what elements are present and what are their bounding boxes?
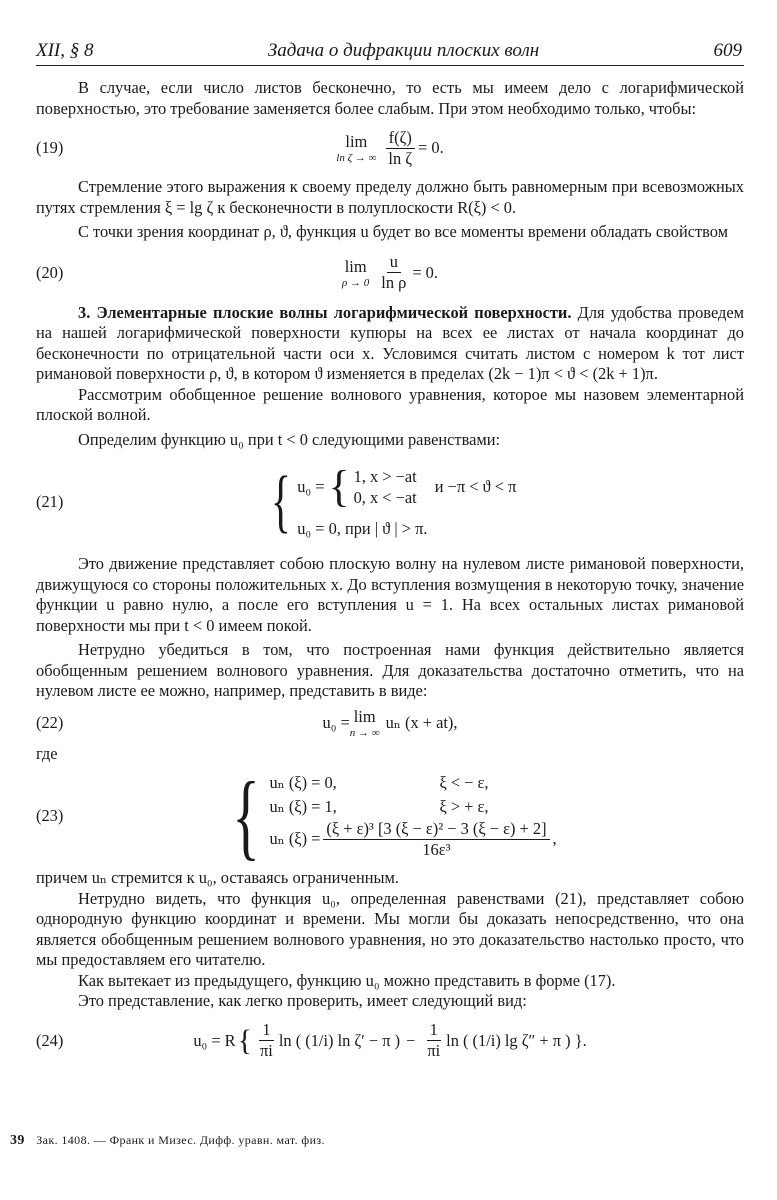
limit-19: lim ln ζ → ∞ <box>336 132 377 164</box>
page-number: 609 <box>713 40 742 61</box>
equation-24 <box>36 1012 744 1070</box>
fraction-19 <box>385 128 415 169</box>
row-3-lhs: uₙ (ξ) = <box>269 829 321 848</box>
paragraph-3: С точки зрения координат ρ, ϑ, функция u будет во все моменты времени обладать свойством <box>78 222 729 241</box>
system-21 <box>264 462 517 540</box>
eq-number-24: (24) <box>36 1030 64 1050</box>
limit-subscript: ρ → 0 <box>342 276 370 289</box>
minus: − <box>406 1030 416 1050</box>
numerator: 1 <box>427 1020 441 1041</box>
equation-21 <box>36 450 744 554</box>
lhs: u₀ = R <box>193 1030 236 1050</box>
equation-20 <box>36 243 744 303</box>
header-title: Задача о дифракции плоских волн <box>267 40 540 61</box>
system-23 <box>223 762 557 869</box>
denominator: 16ε³ <box>422 839 451 859</box>
section-3-title: 3. Элементарные плоские волны логарифмической поверхности. <box>78 302 572 322</box>
case-1: 1, x > −at <box>353 467 417 486</box>
denominator: πi <box>260 1041 273 1060</box>
rhs: = 0. <box>418 138 444 157</box>
lhs: u₀ = <box>297 477 325 496</box>
fraction-20 <box>378 252 409 293</box>
system-row-2 <box>269 797 556 817</box>
numerator: u <box>387 252 401 273</box>
row-3-tail: , <box>552 829 557 848</box>
inner-brace: { <box>328 462 350 511</box>
limit-subscript: n → ∞ <box>349 726 380 739</box>
paragraph-9: Нетрудно видеть, что функция u₀, определенная равенствами (21), представляет собою однородную функцию координат и времени. Мы могли бы доказать непосредственно, что она является обобщенным решением волнового уравнения, но это доказательство настолько просто, что мы предоставляем его читателю. <box>36 888 744 969</box>
condition: и −π < ϑ < π <box>434 477 517 496</box>
system-row-1 <box>297 462 517 511</box>
section-3-text: Для удобства проведем на нашей логарифмической поверхности купюры на всех ее листах от начала координат до бесконечности по отрицательной части оси x. Условимся считать листом с номером k тот лист римановой поверхности ρ, ϑ, в котором ϑ изменяется в пределах (2k − 1)π < ϑ < (2k + 1)π. <box>36 302 744 383</box>
lhs: u₀ = <box>322 712 350 732</box>
equation-19 <box>36 119 744 177</box>
paragraph-1: В случае, если число листов бесконечно, то есть мы имеем дело с логарифмической поверхностью, это требование заменяется более слабым. При этом необходимо только, чтобы: <box>36 78 744 118</box>
system-row-2: u₀ = 0, при | ϑ | > π. <box>297 519 428 538</box>
left-brace: { <box>270 463 291 540</box>
eq-number-20: (20) <box>36 262 64 282</box>
rhs: uₙ (x + at), <box>385 712 458 732</box>
equation-23 <box>36 764 744 868</box>
denominator: πi <box>427 1041 441 1060</box>
numerator: f(ζ) <box>386 128 415 149</box>
fraction-24-2 <box>424 1020 443 1061</box>
footer <box>10 1133 325 1149</box>
row-1-cond: ξ < − ε, <box>439 772 489 792</box>
system-row-1 <box>269 773 556 793</box>
signature-number: 39 <box>10 1133 25 1148</box>
numerator: 1 <box>259 1020 273 1041</box>
limit-subscript: ln ζ → ∞ <box>336 152 377 164</box>
header-section: XII, § 8 <box>36 40 94 61</box>
system-row-3 <box>269 819 556 860</box>
running-header <box>36 40 744 66</box>
eq-number-23: (23) <box>36 806 64 825</box>
limit-20: lim ρ → 0 <box>342 256 370 289</box>
row-1-lhs: uₙ (ξ) = 0, <box>269 772 337 792</box>
paragraph-4: Рассмотрим обобщенное решение волнового уравнения, которое мы назовем элементарной плоской волной. <box>36 384 744 424</box>
paragraph-2: Стремление этого выражения к своему пределу должно быть равномерным при всевозможных путях стремления ξ = lg ζ к бесконечности в полуплоскости R(ξ) < 0. <box>36 177 744 217</box>
eq-number-22: (22) <box>36 712 64 732</box>
paragraph-7: Нетрудно убедиться в том, что построенная нами функция действительно является обобщенным решением волнового уравнения. Для доказательства достаточно отметить, что на нулевом листе ее можно, например, представить в виде: <box>36 640 744 700</box>
limit-22: lim n → ∞ <box>349 706 380 739</box>
case-2: 0, x < −at <box>353 488 417 507</box>
footer-text: Зак. 1408. — Франк и Мизес. Дифф. уравн. мат. физ. <box>36 1133 325 1147</box>
where-label: где <box>36 743 58 763</box>
paragraph-11: Это представление, как легко проверить, имеет следующий вид: <box>78 991 527 1010</box>
system-rows <box>297 462 517 539</box>
fraction-23 <box>323 819 549 860</box>
denominator: ln ζ <box>388 148 413 168</box>
paragraph-6: Это движение представляет собою плоскую волну на нулевом листе римановой поверхности, движущуюся со стороны положительных x. До вступления возмущения в некоторую точку, значение функции u равно нулю, а после его вступления u = 1. На всех остальных листах римановой поверхности мы при t < 0 имеем покой. <box>36 554 744 635</box>
paragraph-10: Как вытекает из предыдущего, функцию u₀ можно представить в форме (17). <box>78 970 616 990</box>
rhs: = 0. <box>412 262 438 282</box>
left-brace: { <box>232 762 261 869</box>
cases <box>354 466 417 508</box>
row-2-lhs: uₙ (ξ) = 1, <box>269 796 337 816</box>
term-1: ln ( (1/i) ln ζ′ − π ) <box>278 1030 401 1050</box>
term-2: ln ( (1/i) lg ζ″ + π ) }. <box>446 1030 587 1050</box>
eq-number-21: (21) <box>36 492 64 511</box>
paragraph-8: причем uₙ стремится к u₀, оставаясь ограниченным. <box>36 868 399 887</box>
open-brace: { <box>237 1023 252 1057</box>
paragraph-5: Определим функцию u₀ при t < 0 следующими равенствами: <box>78 429 501 449</box>
equation-22 <box>36 702 744 744</box>
fraction-24-1 <box>257 1020 276 1061</box>
section-3-paragraph <box>36 303 744 385</box>
denominator: ln ρ <box>381 273 407 292</box>
row-2-cond: ξ > + ε, <box>439 796 489 816</box>
numerator: (ξ + ε)³ [3 (ξ − ε)² − 3 (ξ − ε) + 2] <box>323 819 549 840</box>
page <box>36 40 744 1070</box>
system-rows <box>269 773 556 860</box>
eq-number-19: (19) <box>36 138 64 157</box>
